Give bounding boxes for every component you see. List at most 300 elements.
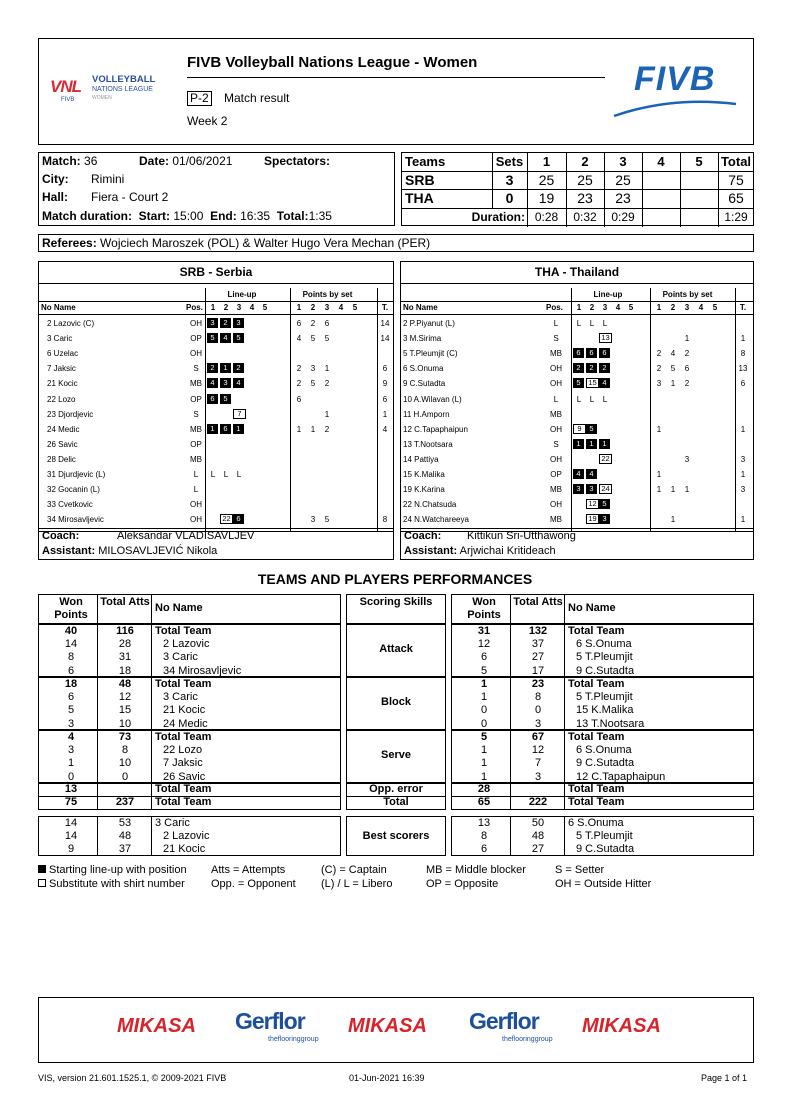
lineup-set-num: 1 bbox=[210, 303, 216, 312]
starter-badge: 2 bbox=[233, 363, 244, 373]
legend-setter: S = Setter bbox=[555, 864, 605, 876]
legend-mb: MB = Middle blocker bbox=[426, 864, 526, 876]
team-title: SRB - Serbia bbox=[179, 265, 253, 279]
perf-box bbox=[451, 796, 754, 810]
perf-col-line bbox=[564, 797, 565, 809]
starter-badge: 2 bbox=[220, 318, 231, 328]
skill-name: Opp. error bbox=[369, 783, 423, 795]
score-table bbox=[401, 152, 754, 226]
player-pos: MB bbox=[550, 515, 562, 525]
player-name: 9 C.Sutadta bbox=[403, 379, 446, 389]
libero-mark: L bbox=[210, 470, 216, 479]
skill-name: Serve bbox=[381, 749, 411, 761]
referees-names: Wojciech Maroszek (POL) & Walter Hugo Vera Mechan (PER) bbox=[100, 236, 431, 250]
fivb-logo-text: FIVB bbox=[634, 60, 716, 98]
starter-badge: 5 bbox=[220, 394, 231, 404]
set-points: 5 bbox=[324, 334, 330, 344]
player-pos: OP bbox=[190, 334, 202, 344]
perf-box bbox=[38, 796, 341, 810]
total-atts: 15 bbox=[118, 704, 132, 717]
starter-badge: 2 bbox=[586, 363, 597, 373]
won-points: 18 bbox=[64, 678, 78, 690]
player-pos: OP bbox=[550, 470, 562, 479]
end-label: End: bbox=[210, 209, 237, 223]
starter-badge: 3 bbox=[220, 378, 231, 388]
start-label: Start: bbox=[138, 209, 171, 223]
player-total: 3 bbox=[740, 485, 746, 495]
total-atts: 28 bbox=[118, 638, 132, 651]
lineup-set-num: 2 bbox=[589, 303, 595, 312]
total-label: Total: bbox=[276, 209, 309, 223]
perf-col-line bbox=[510, 678, 511, 729]
set-duration: 0:29 bbox=[611, 210, 635, 224]
perf-box bbox=[346, 594, 446, 624]
won-points: 1 bbox=[480, 757, 488, 770]
vnl-line-1: VOLLEYBALL bbox=[92, 74, 156, 85]
total-atts: 48 bbox=[118, 678, 132, 690]
player-pos: OH bbox=[550, 424, 562, 434]
set-points: 1 bbox=[324, 409, 330, 419]
player-entry: 5 T.Pleumjit bbox=[576, 830, 633, 843]
report-code: P-2 bbox=[187, 91, 212, 106]
starter-badge: 6 bbox=[586, 348, 597, 358]
skill-name: Best scorers bbox=[362, 830, 430, 842]
score-header-0: Teams bbox=[405, 154, 446, 169]
starter-badge: 6 bbox=[220, 424, 231, 434]
points-set-num: 2 bbox=[670, 303, 676, 312]
perf-col-line bbox=[97, 784, 98, 796]
set-points: 2 bbox=[684, 379, 690, 389]
title-underline bbox=[187, 77, 605, 78]
perf-box bbox=[346, 783, 446, 797]
total-atts: 0 bbox=[534, 704, 542, 717]
score-row-line bbox=[402, 208, 754, 209]
player-total: 1 bbox=[382, 409, 388, 419]
player-total: 1 bbox=[740, 334, 746, 344]
libero-mark: L bbox=[589, 394, 595, 404]
player-pos: OH bbox=[550, 500, 562, 510]
gerflor-sub-2: theflooringgroup bbox=[502, 1036, 553, 1043]
won-points: 75 bbox=[64, 796, 78, 808]
points-set-num: 5 bbox=[712, 303, 718, 312]
score-cell: 0 bbox=[505, 190, 514, 206]
player-pos: S bbox=[553, 334, 559, 344]
player-entry: 21 Kocic bbox=[163, 843, 206, 856]
perf-box bbox=[451, 783, 754, 797]
won-points: 28 bbox=[477, 783, 491, 795]
set-points: 2 bbox=[296, 364, 302, 374]
perf-col-line bbox=[564, 731, 565, 782]
player-name: 7 Jaksic bbox=[47, 364, 76, 374]
player-entry: 34 Mirosavljevic bbox=[163, 664, 242, 677]
no-name-header: No Name bbox=[155, 602, 203, 614]
total-atts: 7 bbox=[534, 757, 542, 770]
starter-badge: 3 bbox=[573, 484, 584, 494]
player-pos: S bbox=[193, 409, 199, 419]
total-atts: 132 bbox=[528, 625, 548, 637]
no-name-header: No Name bbox=[568, 602, 616, 614]
duration-label: Duration: bbox=[471, 210, 525, 224]
player-entry: Total Team bbox=[155, 731, 212, 743]
player-name: 2 P.Piyanut (L) bbox=[403, 319, 455, 328]
perf-box bbox=[346, 730, 446, 783]
player-entry: 5 T.Pleumjit bbox=[576, 651, 633, 664]
starter-badge: 6 bbox=[599, 348, 610, 358]
won-points: 4 bbox=[67, 731, 75, 743]
match-date: 01/06/2021 bbox=[172, 154, 233, 168]
player-pos: OH bbox=[190, 319, 202, 328]
referees-box bbox=[38, 234, 754, 252]
legend-captain: (C) = Captain bbox=[321, 864, 387, 876]
total-atts: 3 bbox=[534, 717, 542, 730]
perf-col-line bbox=[564, 817, 565, 855]
legend-libero: (L) / L = Libero bbox=[321, 878, 393, 890]
player-pos: L bbox=[553, 394, 559, 404]
total-atts: 67 bbox=[531, 731, 545, 743]
player-entry: 15 K.Malika bbox=[576, 704, 634, 717]
panel-col-line bbox=[290, 288, 291, 531]
total-atts: 37 bbox=[531, 638, 545, 651]
perf-box bbox=[451, 816, 754, 856]
player-total: 6 bbox=[740, 379, 746, 389]
set-points: 3 bbox=[656, 379, 662, 389]
set-points: 2 bbox=[324, 379, 330, 389]
points-set-num: 1 bbox=[656, 303, 662, 312]
substitute-badge: 15 bbox=[586, 378, 599, 388]
perf-box bbox=[451, 677, 754, 730]
panel-col-line bbox=[377, 288, 378, 531]
player-entry: Total Team bbox=[568, 731, 625, 743]
player-pos: OH bbox=[190, 349, 202, 359]
srb-coach-label: Coach: bbox=[42, 530, 80, 542]
set-points: 2 bbox=[684, 349, 690, 359]
perf-col-line bbox=[151, 817, 152, 855]
vnl-line-2: NATIONS LEAGUE bbox=[92, 86, 153, 93]
player-name: 24 N.Watchareeya bbox=[403, 515, 469, 525]
starter-badge: 1 bbox=[220, 363, 231, 373]
total-atts: 222 bbox=[528, 796, 548, 808]
team-panel-tha bbox=[400, 261, 754, 532]
won-points: 3 bbox=[67, 717, 75, 730]
starter-badge: 3 bbox=[599, 514, 610, 524]
points-set-num: 3 bbox=[684, 303, 690, 312]
substitute-badge: 22 bbox=[599, 454, 612, 464]
srb-assistant-name: MILOSAVLJEVIĆ Nikola bbox=[98, 545, 218, 557]
won-points: 0 bbox=[480, 704, 488, 717]
substitute-legend-icon bbox=[38, 879, 46, 887]
won-points: 14 bbox=[64, 638, 78, 651]
player-entry: 6 S.Onuma bbox=[576, 638, 632, 651]
perf-col-line bbox=[510, 797, 511, 809]
legend-substitute: Substitute with shirt number bbox=[49, 878, 185, 890]
referees-label: Referees: bbox=[42, 236, 97, 250]
perf-col-line bbox=[510, 784, 511, 796]
libero-mark: L bbox=[576, 319, 582, 328]
starter-badge: 5 bbox=[586, 424, 597, 434]
skill-name: Total bbox=[383, 796, 409, 808]
player-name: 3 Caric bbox=[47, 334, 73, 344]
perf-col-line bbox=[97, 731, 98, 782]
player-total: 9 bbox=[382, 379, 388, 389]
set-points: 5 bbox=[310, 334, 316, 344]
player-pos: MB bbox=[190, 379, 202, 389]
starter-badge: 4 bbox=[220, 333, 231, 343]
starter-badge: 2 bbox=[207, 363, 218, 373]
starter-badge: 3 bbox=[233, 318, 244, 328]
tha-coach-name: Kittikun Sri-Utthawong bbox=[467, 530, 576, 542]
won-points: 0 bbox=[67, 770, 75, 783]
report-type: Match result bbox=[224, 91, 290, 105]
points-set-num: 4 bbox=[698, 303, 704, 312]
total-atts: 31 bbox=[118, 651, 132, 664]
vnl-line-3: WOMEN bbox=[92, 95, 112, 101]
mikasa-logo-3: MIKASA bbox=[582, 1015, 661, 1037]
won-header: Won Points bbox=[54, 596, 88, 621]
starter-badge: 1 bbox=[233, 424, 244, 434]
total-atts: 27 bbox=[531, 651, 545, 664]
legend-atts: Atts = Attempts bbox=[211, 864, 286, 876]
set-points: 1 bbox=[684, 334, 690, 344]
won-points: 1 bbox=[480, 770, 488, 783]
player-entry: 2 Lazovic bbox=[163, 830, 210, 843]
player-entry: Total Team bbox=[155, 796, 212, 808]
won-points: 1 bbox=[480, 691, 488, 704]
starter-badge: 4 bbox=[599, 378, 610, 388]
won-points: 8 bbox=[67, 651, 75, 664]
player-name: 22 N.Chatsuda bbox=[403, 500, 457, 510]
player-entry: Total Team bbox=[155, 678, 212, 690]
player-pos: OH bbox=[550, 454, 562, 464]
hall-value: Fiera - Court 2 bbox=[91, 190, 169, 204]
starter-badge: 6 bbox=[207, 394, 218, 404]
set-points: 2 bbox=[310, 319, 316, 328]
set-points: 6 bbox=[296, 394, 302, 404]
lineup-set-num: 1 bbox=[576, 303, 582, 312]
vnl-logo bbox=[50, 75, 180, 115]
starter-badge: 1 bbox=[599, 439, 610, 449]
lineup-set-num: 5 bbox=[628, 303, 634, 312]
libero-mark: L bbox=[589, 319, 595, 328]
player-entry: 2 Lazovic bbox=[163, 638, 210, 651]
player-name: 26 Savic bbox=[47, 439, 78, 449]
perf-col-line bbox=[97, 595, 98, 623]
substitute-badge: 24 bbox=[599, 484, 612, 494]
total-atts: 50 bbox=[531, 817, 545, 829]
player-total: 3 bbox=[740, 454, 746, 464]
player-entry: Total Team bbox=[568, 783, 625, 795]
player-pos: L bbox=[193, 470, 199, 479]
total-atts: 10 bbox=[118, 757, 132, 770]
starter-badge: 3 bbox=[586, 484, 597, 494]
set-points: 3 bbox=[684, 454, 690, 464]
total-time: 1:35 bbox=[308, 209, 332, 223]
starter-legend-icon bbox=[38, 865, 46, 873]
starter-badge: 6 bbox=[233, 514, 244, 524]
set-points: 2 bbox=[296, 379, 302, 389]
player-entry: 5 T.Pleumjit bbox=[576, 691, 633, 704]
fivb-logo bbox=[612, 60, 737, 120]
total-atts: 237 bbox=[115, 796, 135, 808]
score-cell: 65 bbox=[728, 190, 744, 206]
libero-mark: L bbox=[602, 319, 608, 328]
player-total: 1 bbox=[740, 424, 746, 434]
total-atts: 3 bbox=[534, 770, 542, 783]
won-points: 14 bbox=[64, 830, 78, 843]
col-pos: Pos. bbox=[546, 303, 563, 312]
total-atts: 48 bbox=[118, 830, 132, 843]
lineup-set-num: 4 bbox=[615, 303, 621, 312]
won-points: 6 bbox=[480, 651, 488, 664]
player-pos: OH bbox=[550, 364, 562, 374]
total-atts: 8 bbox=[534, 691, 542, 704]
total-atts: 27 bbox=[531, 843, 545, 856]
player-name: 21 Kocic bbox=[47, 379, 78, 389]
total-atts: 18 bbox=[118, 664, 132, 677]
player-entry: 13 T.Nootsara bbox=[576, 717, 645, 730]
starter-badge: 5 bbox=[233, 333, 244, 343]
player-pos: S bbox=[553, 439, 559, 449]
perf-box bbox=[38, 783, 341, 797]
player-pos: MB bbox=[550, 409, 562, 419]
player-entry: 26 Savic bbox=[163, 770, 206, 783]
points-set-num: 4 bbox=[338, 303, 344, 312]
set-points: 6 bbox=[296, 319, 302, 328]
player-entry: Total Team bbox=[568, 678, 625, 690]
won-points: 13 bbox=[64, 783, 78, 795]
perf-box bbox=[451, 624, 754, 677]
footer-version: VIS, version 21.601.1525.1, © 2009-2021 FIVB bbox=[38, 1073, 227, 1083]
skills-header: Scoring Skills bbox=[359, 596, 433, 608]
mikasa-logo-2: MIKASA bbox=[348, 1015, 427, 1037]
match-label: Match: bbox=[42, 154, 81, 168]
perf-col-line bbox=[151, 731, 152, 782]
footer-datetime: 01-Jun-2021 16:39 bbox=[349, 1073, 425, 1083]
player-pos: S bbox=[193, 364, 199, 374]
perf-col-line bbox=[564, 678, 565, 729]
perf-col-line bbox=[510, 595, 511, 623]
player-pos: MB bbox=[190, 424, 202, 434]
set-points: 6 bbox=[324, 319, 330, 328]
won-points: 31 bbox=[477, 625, 491, 637]
player-total: 8 bbox=[382, 515, 388, 525]
spectators-label: Spectators: bbox=[264, 154, 331, 168]
set-points: 1 bbox=[670, 515, 676, 525]
player-entry: 21 Kocic bbox=[163, 704, 206, 717]
player-pos: L bbox=[553, 319, 559, 328]
starter-badge: 4 bbox=[233, 378, 244, 388]
panel-sub-line bbox=[401, 301, 753, 302]
substitute-badge: 12 bbox=[586, 499, 599, 509]
player-name: 24 Medic bbox=[47, 424, 80, 434]
set-points: 5 bbox=[310, 379, 316, 389]
substitute-badge: 13 bbox=[599, 333, 612, 343]
won-points: 12 bbox=[477, 638, 491, 651]
skill-name: Block bbox=[381, 696, 411, 708]
player-total: 1 bbox=[740, 470, 746, 479]
col-no-name: No Name bbox=[41, 303, 76, 312]
total-atts: 12 bbox=[531, 744, 545, 757]
start-time: 15:00 bbox=[173, 209, 204, 223]
player-name: 11 H.Amporn bbox=[403, 409, 450, 419]
starter-badge: 2 bbox=[573, 363, 584, 373]
player-total: 14 bbox=[380, 334, 390, 344]
set-points: 3 bbox=[310, 364, 316, 374]
score-header-4: 3 bbox=[619, 154, 627, 169]
total-atts: 0 bbox=[121, 770, 129, 783]
starter-badge: 4 bbox=[207, 378, 218, 388]
panel-head-line bbox=[39, 314, 393, 315]
player-name: 32 Gocanin (L) bbox=[47, 485, 100, 495]
total-atts: 8 bbox=[121, 744, 129, 757]
points-set-num: 1 bbox=[296, 303, 302, 312]
week-label: Week 2 bbox=[187, 114, 228, 128]
won-points: 5 bbox=[480, 731, 488, 743]
perf-col-line bbox=[151, 784, 152, 796]
score-cell: 25 bbox=[615, 172, 631, 188]
points-set-num: 2 bbox=[310, 303, 316, 312]
player-entry: 3 Caric bbox=[163, 691, 198, 704]
won-points: 6 bbox=[67, 691, 75, 704]
set-points: 6 bbox=[684, 364, 690, 374]
atts-header: Total Atts bbox=[100, 596, 150, 608]
won-points: 13 bbox=[477, 817, 491, 829]
player-pos: MB bbox=[190, 454, 202, 464]
perf-box bbox=[346, 624, 446, 677]
points-label: Points by set bbox=[302, 290, 353, 299]
player-pos: OP bbox=[190, 439, 202, 449]
gerflor-logo-2: Gerflor bbox=[469, 1008, 539, 1034]
score-cell: THA bbox=[405, 190, 434, 206]
end-time: 16:35 bbox=[240, 209, 271, 223]
total-atts: 53 bbox=[118, 817, 132, 829]
player-name: 6 Uzelac bbox=[47, 349, 79, 359]
player-entry: 9 C.Sutadta bbox=[576, 664, 635, 677]
set-points: 1 bbox=[684, 485, 690, 495]
player-entry: 6 S.Onuma bbox=[576, 744, 632, 757]
legend-op: OP = Opposite bbox=[426, 878, 499, 890]
set-points: 4 bbox=[670, 349, 676, 359]
set-points: 1 bbox=[670, 379, 676, 389]
legend-starting: Starting line-up with position bbox=[49, 864, 187, 876]
player-name: 23 Djordjevic bbox=[47, 409, 94, 419]
player-name: 34 Mirosavljevic bbox=[47, 515, 104, 525]
tha-coach-box bbox=[400, 528, 754, 560]
player-total: 6 bbox=[382, 364, 388, 374]
col-total: T. bbox=[381, 303, 389, 312]
player-name: 10 A.Wilavan (L) bbox=[403, 394, 462, 404]
won-points: 9 bbox=[67, 843, 75, 856]
perf-col-line bbox=[564, 625, 565, 676]
match-info-box bbox=[38, 152, 395, 226]
player-pos: MB bbox=[550, 349, 562, 359]
lineup-label: Line-up bbox=[593, 290, 623, 299]
srb-coach-box bbox=[38, 528, 394, 560]
starter-badge: 2 bbox=[599, 363, 610, 373]
score-cell: 25 bbox=[577, 172, 593, 188]
player-entry: 6 S.Onuma bbox=[568, 817, 624, 829]
lineup-set-num: 5 bbox=[262, 303, 268, 312]
starter-badge: 4 bbox=[573, 469, 584, 479]
set-duration: 0:28 bbox=[534, 210, 559, 224]
perf-box bbox=[346, 677, 446, 730]
match-number: 36 bbox=[84, 154, 98, 168]
set-points: 1 bbox=[670, 485, 676, 495]
perf-col-line bbox=[97, 817, 98, 855]
perf-col-line bbox=[97, 625, 98, 676]
col-total: T. bbox=[739, 303, 747, 312]
points-set-num: 5 bbox=[352, 303, 358, 312]
perf-col-line bbox=[97, 678, 98, 729]
